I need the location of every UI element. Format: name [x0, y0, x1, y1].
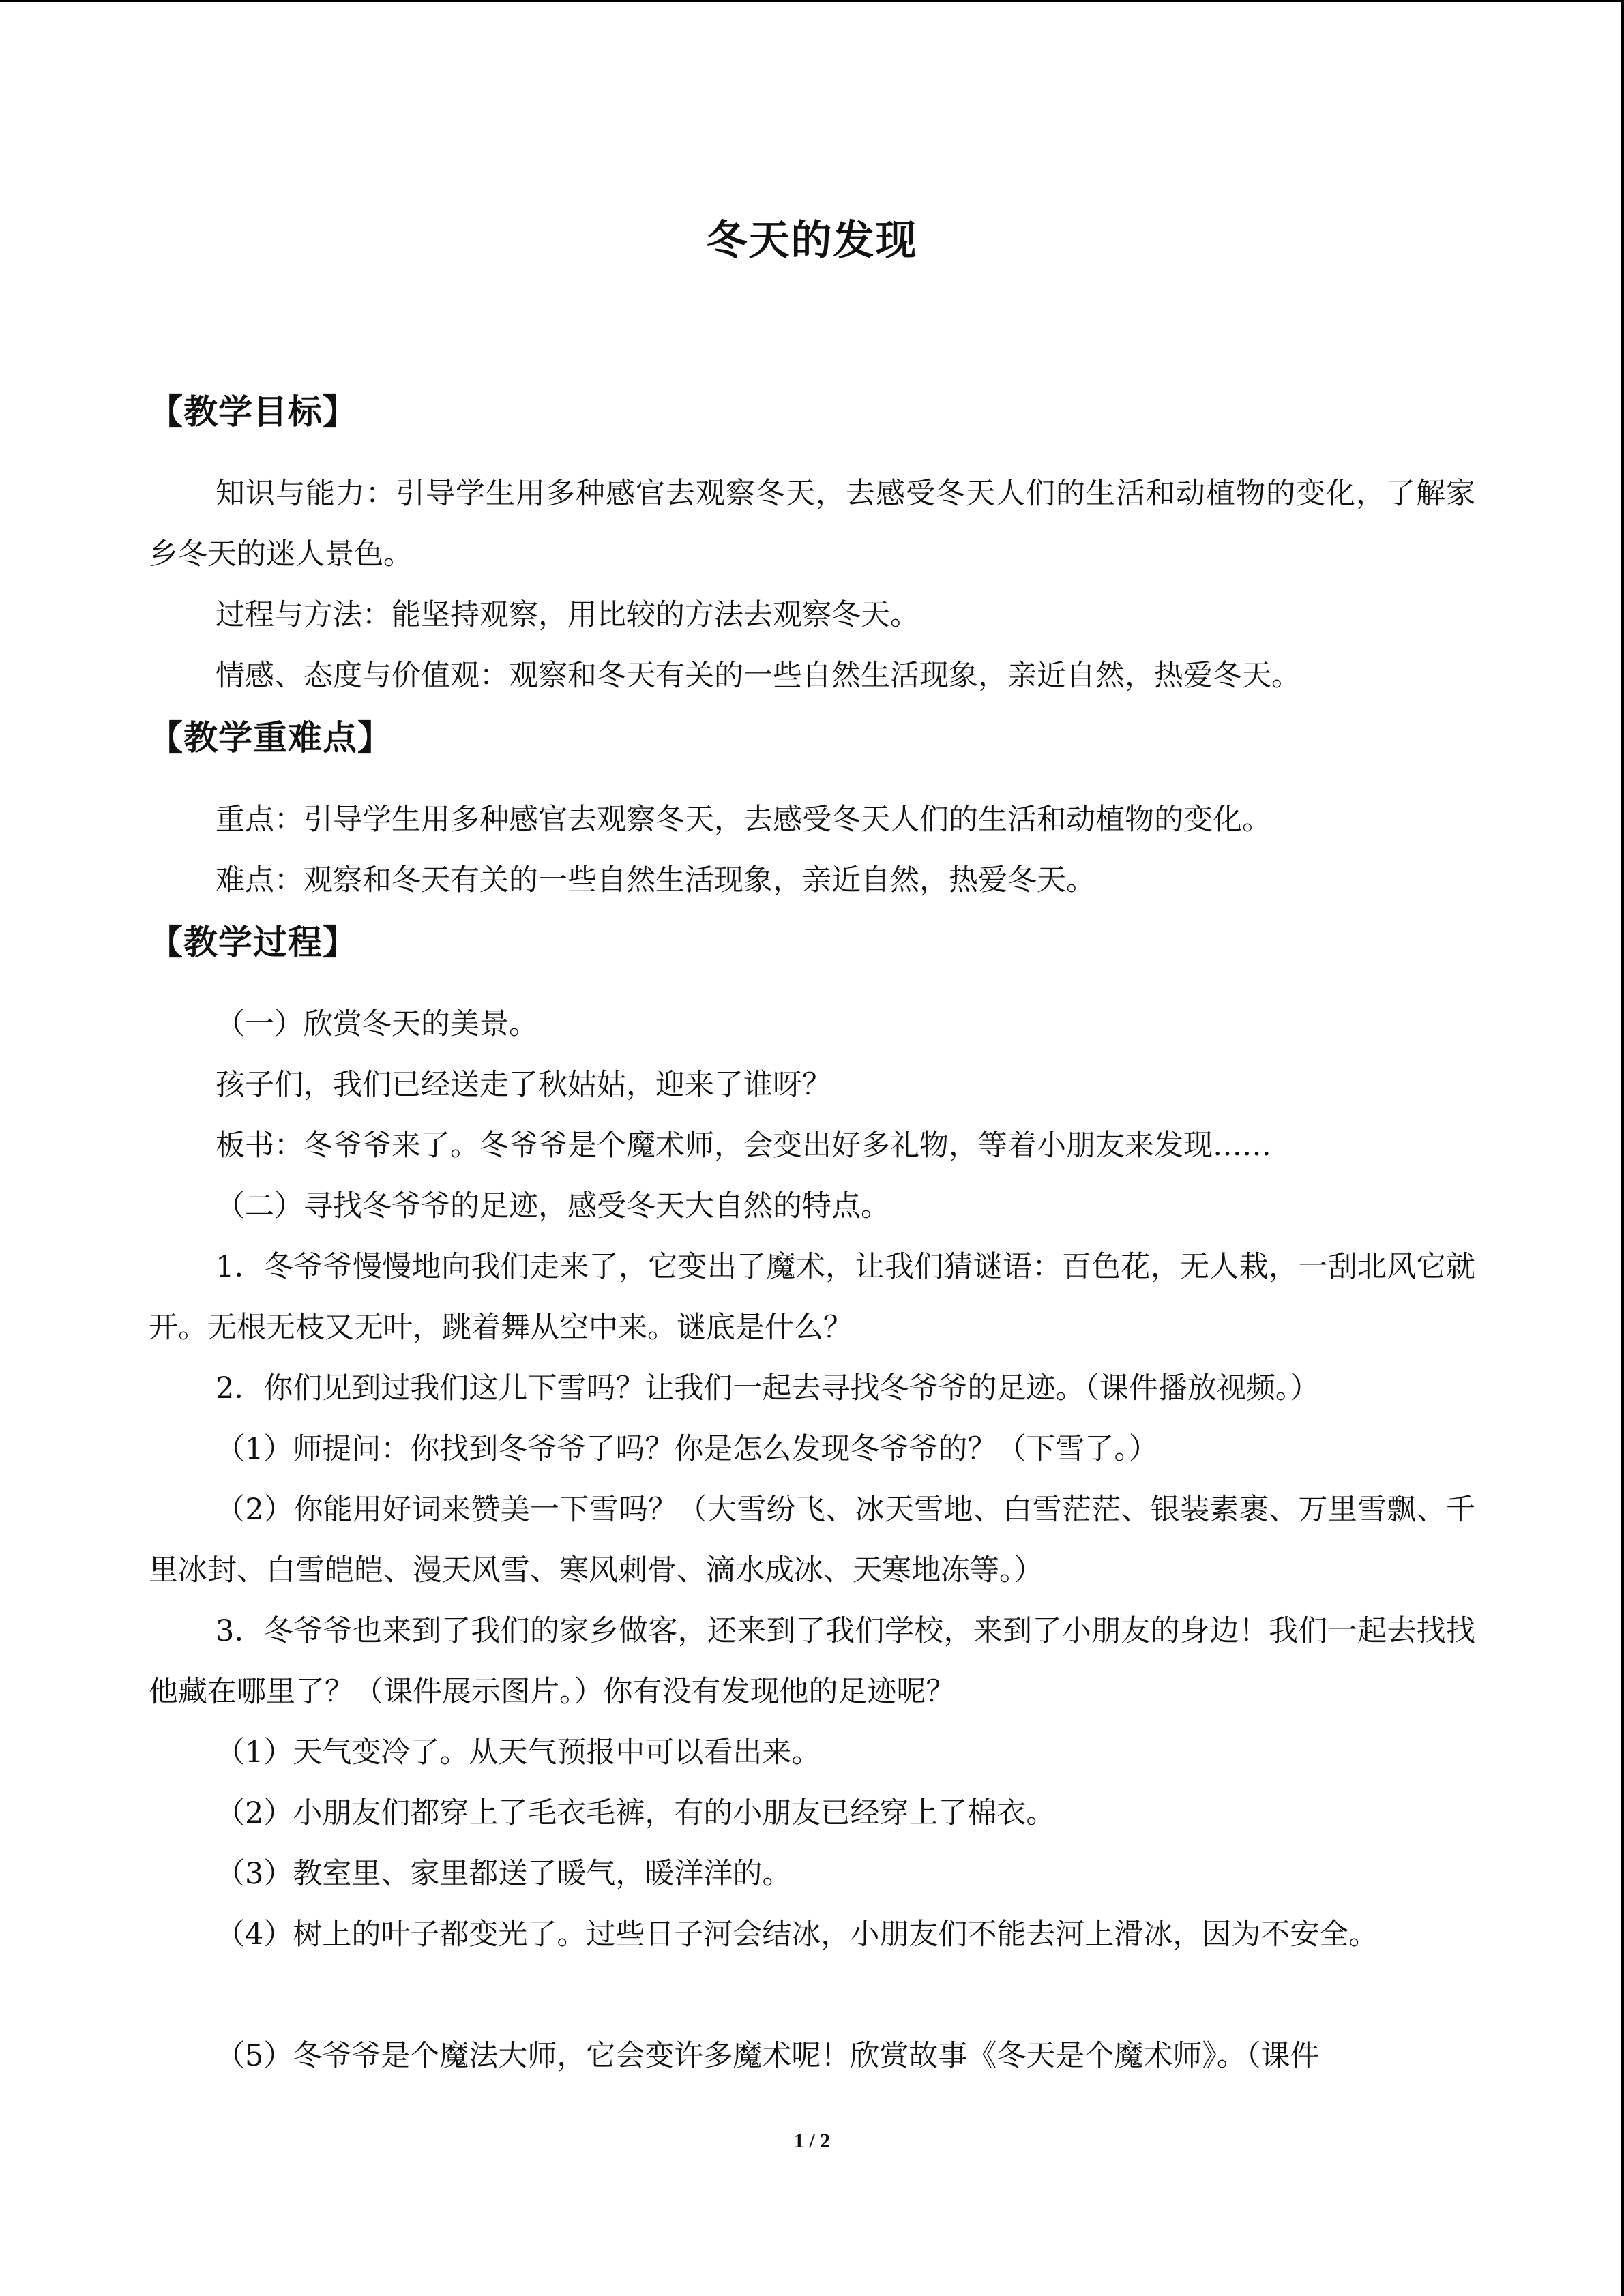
right-border-rule — [1621, 0, 1624, 2296]
section-heading-process: 【教学过程】 — [149, 923, 357, 962]
process-paragraph: 3．冬爷爷也来到了我们的家乡做客，还来到了我们学校，来到了小朋友的身边！我们一起去找找他藏在哪里了？（课件展示图片。）你有没有发现他的足迹呢？ — [149, 1614, 1475, 1709]
process-paragraph: （4）树上的叶子都变光了。过些日子河会结冰，小朋友们不能去河上滑冰，因为不安全。 — [216, 1918, 1378, 1952]
process-paragraph: （2）小朋友们都穿上了毛衣毛裤，有的小朋友已经穿上了棉衣。 — [216, 1796, 1056, 1830]
process-paragraph: （5）冬爷爷是个魔法大师，它会变许多魔术呢！欣赏故事《冬天是个魔术师》。（课件 — [216, 2039, 1320, 2073]
process-paragraph: 1．冬爷爷慢慢地向我们走来了，它变出了魔术，让我们猜谜语：百色花，无人栽，一刮北风它就开。无根无枝又无叶，跳着舞从空中来。谜底是什么？ — [149, 1250, 1475, 1345]
process-paragraph: （3）教室里、家里都送了暖气，暖洋洋的。 — [216, 1857, 792, 1891]
process-paragraph: （1）师提问：你找到冬爷爷了吗？你是怎么发现冬爷爷的？（下雪了。） — [216, 1432, 1158, 1466]
key-point-paragraph: 重点：引导学生用多种感官去观察冬天，去感受冬天人们的生活和动植物的变化。 — [216, 803, 1271, 837]
process-paragraph: （一）欣赏冬天的美景。 — [216, 1007, 538, 1041]
process-paragraph: （2）你能用好词来赞美一下雪吗？（大雪纷飞、冰天雪地、白雪茫茫、银装素裹、万里雪飘、千里冰封、白雪皑皑、漫天风雪、寒风刺骨、滴水成冰、天寒地冻等。） — [149, 1493, 1475, 1587]
section-heading-goals: 【教学目标】 — [149, 392, 357, 432]
goals-paragraph-process: 过程与方法：能坚持观察，用比较的方法去观察冬天。 — [216, 598, 919, 632]
document-page — [149, 0, 1475, 2296]
page-number: 1 / 2 — [793, 2130, 831, 2152]
process-paragraph: 2．你们见到过我们这儿下雪吗？让我们一起去寻找冬爷爷的足迹。（课件播放视频。） — [216, 1371, 1320, 1405]
process-paragraph: （二）寻找冬爷爷的足迹，感受冬天大自然的特点。 — [216, 1189, 890, 1223]
difficult-point-paragraph: 难点：观察和冬天有关的一些自然生活现象，亲近自然，热爱冬天。 — [216, 863, 1095, 897]
document-title: 冬天的发现 — [706, 217, 918, 265]
process-paragraph: 板书：冬爷爷来了。冬爷爷是个魔术师，会变出好多礼物，等着小朋友来发现…… — [216, 1129, 1271, 1163]
process-paragraph: （1）天气变冷了。从天气预报中可以看出来。 — [216, 1735, 821, 1770]
goals-paragraph-knowledge: 知识与能力：引导学生用多种感官去观察冬天，去感受冬天人们的生活和动植物的变化，了解家乡冬天的迷人景色。 — [149, 477, 1475, 571]
goals-paragraph-emotion: 情感、态度与价值观：观察和冬天有关的一些自然生活现象，亲近自然，热爱冬天。 — [216, 659, 1301, 693]
section-heading-key-points: 【教学重难点】 — [149, 718, 392, 758]
process-paragraph: 孩子们，我们已经送走了秋姑姑，迎来了谁呀？ — [216, 1068, 831, 1102]
